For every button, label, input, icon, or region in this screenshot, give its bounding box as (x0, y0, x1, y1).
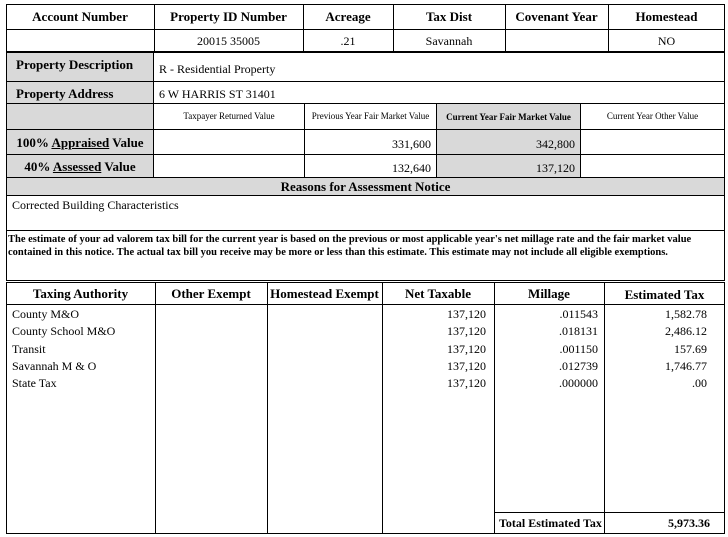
millage-cell: .012739 (559, 358, 598, 373)
estimated-tax-cell: 2,486.12 (665, 324, 707, 339)
assessed-value-label: 40% Assessed Value (24, 159, 136, 174)
col-current-other: Current Year Other Value (606, 111, 699, 121)
estimated-tax-cell: 1,746.77 (665, 358, 707, 373)
property-description-value: R - Residential Property (159, 62, 276, 76)
millage-cell: .000000 (559, 376, 598, 391)
col-account-number: Account Number (32, 9, 128, 24)
col-tax-dist: Tax Dist (425, 9, 473, 24)
millage-cell: .001150 (559, 341, 598, 356)
col-millage: Millage (528, 286, 570, 301)
col-net-taxable: Net Taxable (404, 286, 472, 301)
homestead-value: NO (657, 34, 676, 48)
millage-cell: .018131 (559, 324, 598, 339)
property-address-value: 6 W HARRIS ST 31401 (159, 87, 276, 101)
tax-dist-value: Savannah (425, 34, 473, 48)
assessed-previous-value: 132,640 (392, 161, 431, 175)
total-estimated-tax-value: 5,973.36 (668, 516, 710, 530)
total-estimated-tax-label: Total Estimated Tax (499, 516, 602, 530)
appraised-value-label: 100% Appraised Value (16, 135, 144, 150)
taxing-authority-cell: State Tax (12, 376, 57, 391)
col-previous-year-fmv: Previous Year Fair Market Value (311, 111, 430, 121)
net-taxable-cell: 137,120 (447, 307, 486, 321)
net-taxable-cell: 137,120 (447, 341, 486, 356)
estimated-tax-cell: 157.69 (674, 341, 707, 356)
net-taxable-cell: 137,120 (447, 324, 486, 339)
col-current-year-fmv: Current Year Fair Market Value (446, 112, 571, 122)
estimated-tax-cell: .00 (692, 376, 707, 391)
taxing-authority-cell: County School M&O (12, 324, 116, 339)
col-property-id: Property ID Number (170, 9, 287, 24)
col-other-exempt: Other Exempt (171, 286, 251, 301)
net-taxable-cell: 137,120 (447, 376, 486, 391)
millage-cell: .011543 (559, 307, 598, 321)
reasons-title: Reasons for Assessment Notice (280, 179, 451, 194)
col-estimated-tax: Estimated Tax (624, 287, 705, 302)
estimated-tax-cell: 1,582.78 (665, 307, 707, 321)
net-taxable-cell: 137,120 (447, 358, 486, 373)
estimate-note: The estimate of your ad valorem tax bill for the current year is based on the previous or most applicable year's net millage rate and the fair market value contained in this notice. The actual tax bill you receive may be more or less than this estimate. This estimate may not include all eligible exemptions. (8, 234, 692, 258)
appraised-previous-value: 331,600 (392, 137, 431, 151)
col-taxpayer-returned: Taxpayer Returned Value (183, 111, 275, 121)
col-taxing-authority: Taxing Authority (32, 286, 129, 301)
taxing-authority-cell: Savannah M & O (12, 358, 97, 373)
taxing-authority-cell: Transit (12, 341, 46, 356)
reasons-text: Corrected Building Characteristics (12, 198, 179, 212)
property-address-label: Property Address (16, 86, 114, 101)
property-description-label: Property Description (16, 57, 134, 72)
property-id-value: 20015 35005 (197, 34, 260, 48)
acreage-value: .21 (340, 34, 356, 48)
taxing-authority-cell: County M&O (12, 307, 80, 321)
col-covenant-year: Covenant Year (515, 9, 598, 24)
col-homestead-exempt: Homestead Exempt (270, 286, 379, 301)
appraised-current-value: 342,800 (536, 137, 575, 151)
assessed-current-value: 137,120 (536, 161, 575, 175)
col-acreage: Acreage (325, 9, 371, 24)
col-homestead: Homestead (635, 9, 698, 24)
